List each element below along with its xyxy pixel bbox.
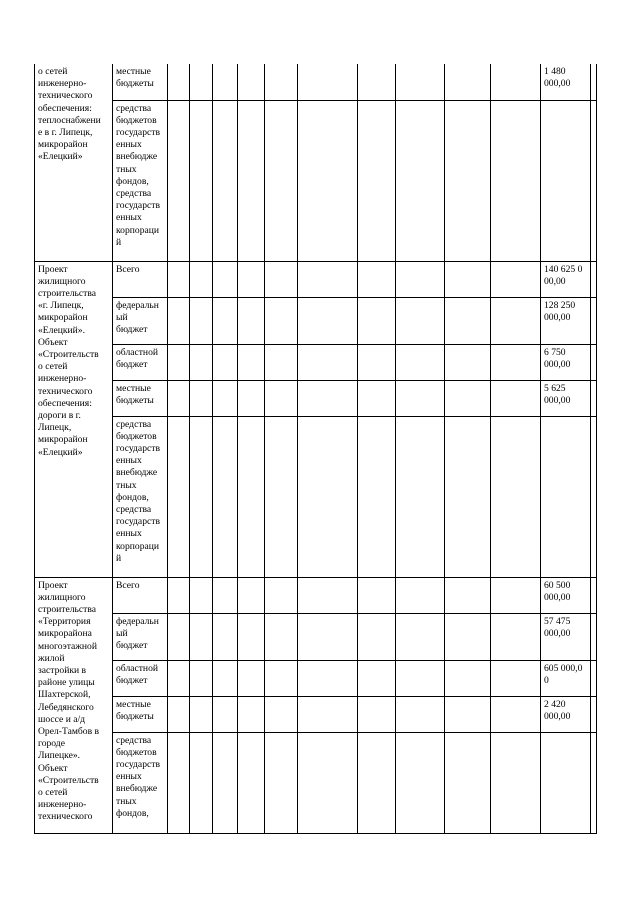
budget-table-page [34, 64, 596, 834]
empty-cell [168, 380, 190, 416]
empty-cell [238, 577, 265, 613]
empty-cell [213, 660, 238, 696]
empty-cell [238, 261, 265, 297]
empty-cell [190, 344, 213, 380]
empty-cell [168, 100, 190, 261]
empty-cell [213, 577, 238, 613]
empty-cell [445, 416, 491, 577]
empty-cell [358, 380, 396, 416]
empty-cell [591, 100, 597, 261]
empty-cell [491, 100, 541, 261]
amount-cell [541, 100, 591, 261]
empty-cell [298, 577, 358, 613]
empty-cell [213, 64, 238, 100]
empty-cell [358, 660, 396, 696]
empty-cell [265, 696, 298, 732]
empty-cell [591, 660, 597, 696]
empty-cell [190, 732, 213, 833]
empty-cell [358, 100, 396, 261]
empty-cell [213, 732, 238, 833]
funding-source-cell: средства бюджетов государств енных внебюдже тных фондов, средства государств енных корпораци й [113, 416, 168, 577]
empty-cell [445, 380, 491, 416]
empty-cell [265, 344, 298, 380]
table-row [35, 344, 597, 380]
table-row [35, 696, 597, 732]
empty-cell [591, 696, 597, 732]
empty-cell [445, 261, 491, 297]
empty-cell [238, 416, 265, 577]
empty-cell [238, 660, 265, 696]
funding-source-cell: средства бюджетов государств енных внебюдже тных фондов, [113, 732, 168, 833]
empty-cell [238, 64, 265, 100]
empty-cell [238, 613, 265, 660]
empty-cell [358, 297, 396, 344]
empty-cell [238, 297, 265, 344]
empty-cell [168, 416, 190, 577]
empty-cell [396, 660, 445, 696]
empty-cell [213, 297, 238, 344]
empty-cell [298, 380, 358, 416]
empty-cell [298, 261, 358, 297]
amount-cell: 1 480 000,00 [541, 64, 591, 100]
empty-cell [265, 732, 298, 833]
empty-cell [445, 613, 491, 660]
empty-cell [238, 732, 265, 833]
empty-cell [213, 380, 238, 416]
table-row [35, 297, 597, 344]
empty-cell [298, 64, 358, 100]
funding-source-cell: местные бюджеты [113, 696, 168, 732]
empty-cell [190, 100, 213, 261]
empty-cell [190, 696, 213, 732]
empty-cell [190, 613, 213, 660]
empty-cell [396, 297, 445, 344]
empty-cell [213, 344, 238, 380]
table-row [35, 261, 597, 297]
empty-cell [358, 261, 396, 297]
table-row [35, 613, 597, 660]
empty-cell [491, 261, 541, 297]
table-row [35, 732, 597, 833]
empty-cell [265, 577, 298, 613]
empty-cell [358, 344, 396, 380]
empty-cell [445, 297, 491, 344]
empty-cell [491, 64, 541, 100]
empty-cell [238, 696, 265, 732]
empty-cell [396, 732, 445, 833]
empty-cell [190, 297, 213, 344]
empty-cell [445, 732, 491, 833]
empty-cell [213, 416, 238, 577]
empty-cell [168, 344, 190, 380]
empty-cell [358, 64, 396, 100]
empty-cell [190, 64, 213, 100]
empty-cell [265, 660, 298, 696]
empty-cell [445, 344, 491, 380]
empty-cell [168, 577, 190, 613]
empty-cell [265, 380, 298, 416]
empty-cell [265, 261, 298, 297]
funding-source-cell: федеральн ый бюджет [113, 613, 168, 660]
empty-cell [445, 577, 491, 613]
empty-cell [591, 380, 597, 416]
table-row [35, 64, 597, 100]
amount-cell: 57 475 000,00 [541, 613, 591, 660]
empty-cell [396, 261, 445, 297]
empty-cell [298, 732, 358, 833]
empty-cell [298, 100, 358, 261]
empty-cell [396, 100, 445, 261]
empty-cell [491, 696, 541, 732]
empty-cell [190, 380, 213, 416]
funding-source-cell: Всего [113, 261, 168, 297]
funding-source-cell: областной бюджет [113, 344, 168, 380]
empty-cell [298, 613, 358, 660]
empty-cell [213, 100, 238, 261]
empty-cell [491, 344, 541, 380]
empty-cell [591, 297, 597, 344]
empty-cell [591, 344, 597, 380]
empty-cell [298, 416, 358, 577]
funding-source-cell: средства бюджетов государств енных внебюдже тных фондов, средства государств енных корпораци й [113, 100, 168, 261]
empty-cell [213, 261, 238, 297]
empty-cell [396, 380, 445, 416]
empty-cell [168, 261, 190, 297]
empty-cell [168, 732, 190, 833]
empty-cell [396, 613, 445, 660]
empty-cell [265, 64, 298, 100]
empty-cell [491, 297, 541, 344]
empty-cell [168, 696, 190, 732]
empty-cell [190, 577, 213, 613]
empty-cell [445, 64, 491, 100]
table-row [35, 380, 597, 416]
empty-cell [168, 613, 190, 660]
empty-cell [298, 660, 358, 696]
empty-cell [265, 416, 298, 577]
empty-cell [491, 613, 541, 660]
empty-cell [445, 696, 491, 732]
funding-source-cell: Всего [113, 577, 168, 613]
empty-cell [591, 64, 597, 100]
amount-cell: 6 750 000,00 [541, 344, 591, 380]
amount-cell: 128 250 000,00 [541, 297, 591, 344]
funding-source-cell: федеральн ый бюджет [113, 297, 168, 344]
empty-cell [491, 732, 541, 833]
amount-cell [541, 732, 591, 833]
table-row [35, 416, 597, 577]
table-row [35, 660, 597, 696]
empty-cell [168, 660, 190, 696]
amount-cell: 140 625 0 00,00 [541, 261, 591, 297]
empty-cell [213, 696, 238, 732]
amount-cell: 5 625 000,00 [541, 380, 591, 416]
empty-cell [591, 613, 597, 660]
amount-cell [541, 416, 591, 577]
empty-cell [298, 344, 358, 380]
empty-cell [190, 660, 213, 696]
empty-cell [190, 261, 213, 297]
empty-cell [591, 261, 597, 297]
project-name-cell: Проект жилищного строительства «г. Липецк, микрорайон «Елецкий». Объект «Строительств о сетей инженерно- технического обеспечения: дороги в г. Липецк, микрорайон «Елецкий» [35, 261, 113, 577]
empty-cell [445, 660, 491, 696]
empty-cell [265, 100, 298, 261]
empty-cell [358, 416, 396, 577]
empty-cell [265, 613, 298, 660]
empty-cell [298, 696, 358, 732]
amount-cell: 605 000,0 0 [541, 660, 591, 696]
empty-cell [358, 696, 396, 732]
empty-cell [491, 380, 541, 416]
empty-cell [238, 100, 265, 261]
empty-cell [238, 344, 265, 380]
table-row [35, 577, 597, 613]
empty-cell [396, 416, 445, 577]
funding-source-cell: местные бюджеты [113, 64, 168, 100]
empty-cell [491, 660, 541, 696]
amount-cell: 60 500 000,00 [541, 577, 591, 613]
empty-cell [396, 696, 445, 732]
empty-cell [358, 577, 396, 613]
empty-cell [591, 416, 597, 577]
empty-cell [491, 577, 541, 613]
empty-cell [213, 613, 238, 660]
empty-cell [298, 297, 358, 344]
funding-source-cell: областной бюджет [113, 660, 168, 696]
empty-cell [168, 64, 190, 100]
amount-cell: 2 420 000,00 [541, 696, 591, 732]
empty-cell [591, 577, 597, 613]
table-row [35, 100, 597, 261]
funding-table [34, 64, 597, 834]
empty-cell [445, 100, 491, 261]
empty-cell [396, 344, 445, 380]
project-name-cell: Проект жилищного строительства «Территория микрорайона многоэтажной жилой застройки в районе улицы Шахтерской, Лебедянского шоссе и а/д Орел-Тамбов в городе Липецке». Объект «Строительств о сетей инженерно- технического [35, 577, 113, 833]
empty-cell [358, 732, 396, 833]
empty-cell [358, 613, 396, 660]
project-name-cell: о сетей инженерно- технического обеспечения: теплоснабжени е в г. Липецк, микрорайон «Елецкий» [35, 64, 113, 261]
empty-cell [190, 416, 213, 577]
empty-cell [396, 577, 445, 613]
empty-cell [396, 64, 445, 100]
funding-source-cell: местные бюджеты [113, 380, 168, 416]
empty-cell [591, 732, 597, 833]
empty-cell [168, 297, 190, 344]
empty-cell [265, 297, 298, 344]
empty-cell [238, 380, 265, 416]
empty-cell [491, 416, 541, 577]
